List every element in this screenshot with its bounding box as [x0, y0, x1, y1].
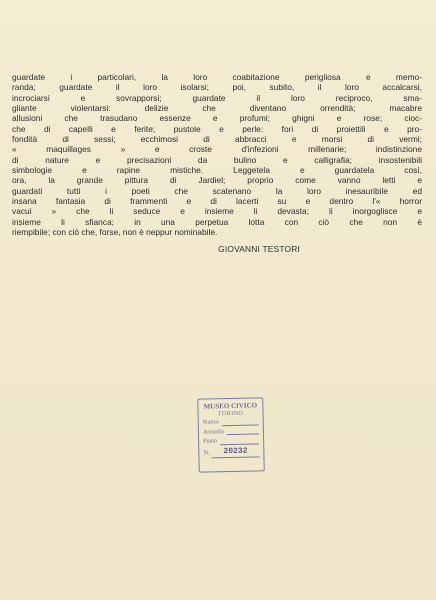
stamp-title: MUSEO CIVICO: [203, 401, 258, 411]
stamp-subtitle: TORINO: [217, 410, 244, 418]
text-line: vacui » che li seduce e insieme li devasta; li inorgoglisce e: [12, 206, 422, 217]
essay-text: [12, 72, 422, 238]
text-line: insieme li sfianca; in una perpetua lotta con ciò che non è: [12, 216, 422, 227]
stamp-number-row: [203, 446, 259, 458]
text-line: guardati tutti i poeti che scatenano la loro inesauribile ed: [12, 185, 422, 196]
text-line: « maquillages » e croste d'infezioni millenarie; indistinzione: [12, 144, 422, 155]
text-line: che di capelli e ferite; pustole e perle: fori di proiettili e pro-: [12, 123, 422, 134]
text-line: randa; guardate il loro isolarsi; poi, subito, il loro accalcarsi,: [12, 82, 422, 93]
text-line: gliante violentarsi: delizie che diventano orrendità; macabre: [12, 103, 422, 114]
museum-stamp: [197, 397, 265, 472]
stamp-number-label: N.: [203, 448, 210, 457]
text-line: insana fantasia di frammenti e di lacerti su e dentro l'« horror: [12, 196, 422, 207]
text-line: guardate i particolari, la loro coabitazione perigliosa e memo-: [12, 72, 422, 82]
author-signature: GIOVANNI TESTORI: [218, 244, 300, 254]
text-line: allusioni che trasudano essenze e profumi; ghigni e rose; cioc-: [12, 113, 422, 124]
stamp-piano-label: Piano: [203, 438, 217, 445]
text-line: riempibile; con ciò che, forse, non è neppur nominabile.: [12, 227, 218, 238]
text-line: incrociarsi e sovrapporsi; guardate il loro reciproco, sma-: [12, 92, 422, 103]
stamp-armadio-label: Armadio: [202, 428, 225, 436]
text-line: simbologie e rapine mistiche. Leggetela e guardatela così,: [12, 165, 422, 176]
text-line: ora, la grande pittura di Jardiel; proprio come vanno letti e: [12, 175, 422, 186]
text-line: fondità di sessi; ecchimosi di abbracci e morsi di vermi;: [12, 134, 422, 145]
stamp-number-value: 20232: [212, 446, 260, 458]
text-line: di nature e precisazioni da bulino e calligrafia; insostenibili: [12, 154, 422, 165]
stamp-stanza-label: Stanza: [202, 419, 219, 426]
